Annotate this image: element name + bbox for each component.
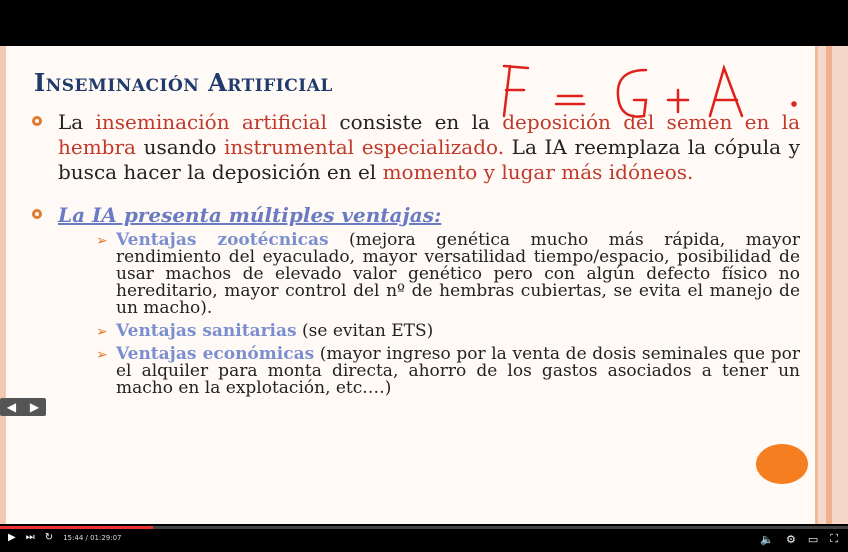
play-icon[interactable]: ▶	[8, 532, 16, 543]
slide-content	[30, 110, 800, 397]
sub-bullet-sanitarias	[96, 323, 800, 340]
bullet-paragraph-2	[30, 203, 800, 228]
sub-bullet-economicas	[96, 346, 800, 397]
sub-label: Ventajas zootécnicas	[116, 230, 329, 250]
slide-right-stripe	[826, 46, 832, 524]
circle-bullet-icon	[32, 209, 42, 219]
sub-label: Ventajas económicas	[116, 344, 315, 364]
circle-bullet-icon	[32, 116, 42, 126]
p1-text-3: usando	[135, 135, 225, 159]
arrow-bullet-icon: ➢	[96, 347, 108, 363]
p1-text-1: La	[58, 110, 96, 134]
sub-label: Ventajas sanitarias	[116, 321, 297, 341]
progress-bar[interactable]	[0, 526, 848, 529]
p1-red-4: momento y lugar más idóneos.	[382, 160, 694, 184]
controls-right	[760, 532, 838, 546]
sub-text: (se evitan ETS)	[296, 321, 434, 341]
fullscreen-icon[interactable]: ⛶	[830, 532, 838, 545]
arrow-left-icon[interactable]: ◀	[6, 400, 17, 414]
top-letterbox	[0, 0, 848, 46]
pointer-marker	[756, 444, 808, 484]
next-icon[interactable]: ⏭	[25, 532, 35, 543]
settings-icon[interactable]: ⚙	[786, 532, 796, 546]
p1-red-3: instrumental especializado.	[224, 135, 505, 159]
controls-left	[8, 532, 122, 543]
slide	[0, 46, 848, 524]
sub-text: (mejora genética mucho más rápida, mayor rendimiento del eyaculado, mayor versatilidad tiempo/espacio, posibilidad de usar machos de elevado valor genético pero con algún defecto físico no hereditario, mayor control del nº de hembras cubiertas, se evita el manejo de un macho).	[116, 230, 801, 318]
ventajas-heading: La IA presenta múltiples ventajas:	[58, 203, 442, 227]
arrow-bullet-icon: ➢	[96, 233, 108, 249]
arrow-bullet-icon: ➢	[96, 324, 108, 340]
sub-text: (mayor ingreso por la venta de dosis seminales que por el alquiler para monta directa, ahorro de los gastos asociados a tener un macho en la explotación, etc.…)	[116, 344, 800, 398]
slide-title: Inseminación Artificial	[34, 68, 333, 97]
p1-text-2: consiste en la	[327, 110, 503, 134]
time-display: 15:44 / 01:29:07	[63, 533, 122, 542]
replay-icon[interactable]: ↻	[44, 532, 54, 543]
p1-red-1: inseminación artificial	[95, 110, 328, 134]
miniplayer-icon[interactable]: ▭	[807, 532, 819, 546]
arrow-right-icon[interactable]: ▶	[29, 400, 40, 414]
slide-left-stripe	[0, 46, 6, 524]
bullet-paragraph-1	[30, 110, 800, 185]
p1-red-2: deposición del semen en la hembra	[58, 110, 800, 159]
p1-text-4: La IA reemplaza la cópula y busca hacer la deposición en el	[58, 135, 800, 184]
volume-icon[interactable]: 🔈	[760, 532, 775, 546]
video-controls	[0, 524, 848, 552]
progress-fill	[0, 526, 153, 529]
slide-nav-arrows[interactable]	[0, 398, 46, 416]
sub-bullet-zootecnicas	[96, 232, 800, 317]
